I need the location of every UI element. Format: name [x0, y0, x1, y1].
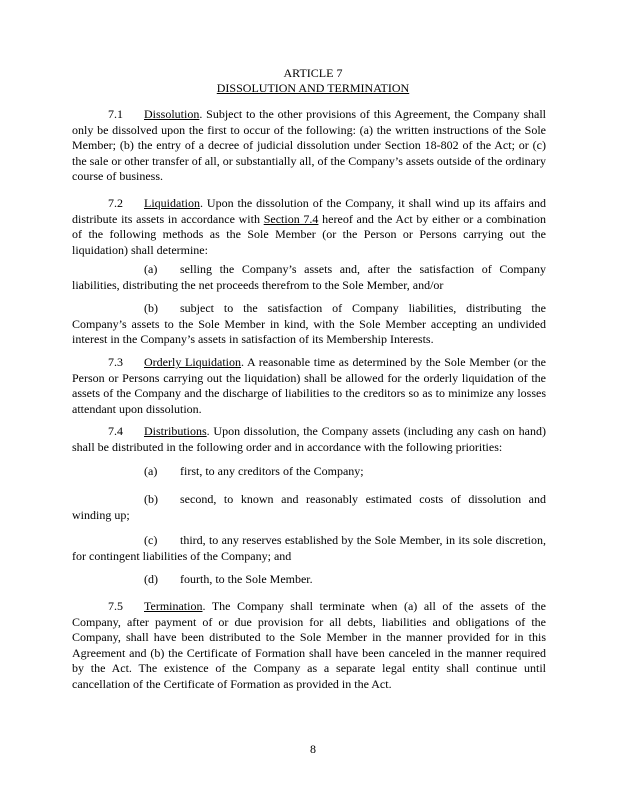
subsection-7-2-b [72, 301, 546, 348]
section-heading: Dissolution [144, 107, 200, 121]
subsection-text: third, to any reserves established by the Sole Member, in its sole discretion, for contingent liabilities of the Company; and [72, 533, 546, 563]
subsection-label: (b) [144, 492, 158, 506]
section-number: 7.2 [108, 196, 123, 210]
subsection-text: second, to known and reasonably estimated costs of dissolution and winding up; [72, 492, 546, 522]
subsection-7-4-b [72, 492, 546, 523]
section-heading: Termination [144, 599, 203, 613]
page-number: 8 [310, 742, 316, 756]
article-label: ARTICLE 7 [283, 66, 343, 80]
section-text: . A reasonable time as determined by the Sole Member (or the Person or Persons carrying out the liquidation) shall be allowed for the orderly liquidation of the assets of the Company and the discharge of liabilities to the creditors so as to minimize any losses attendant upon dissolution. [72, 355, 546, 416]
section-7-4 [72, 424, 546, 455]
subsection-7-4-a [72, 464, 546, 480]
subsection-text: selling the Company’s assets and, after the satisfaction of Company liabilities, distributing the net proceeds therefrom to the Sole Member, and/or [72, 262, 546, 292]
section-text: . Upon dissolution, the Company assets (including any cash on hand) shall be distributed in the following order and in accordance with the following priorities: [72, 424, 546, 454]
section-7-5 [72, 599, 546, 693]
section-number: 7.4 [108, 424, 123, 438]
subsection-7-4-c [72, 533, 546, 564]
subsection-text: first, to any creditors of the Company; [180, 464, 364, 478]
section-text: . The Company shall terminate when (a) all of the assets of the Company, after payment of or due provision for all debts, liabilities and obligations of the Company, shall have been distributed to the Sole Member in the manner provided for in this Agreement and (b) the Certificate of Formation shall have been canceled in the manner required by the Act. The existence of the Company as a separate legal entity shall continue until cancellation of the Certificate of Formation as provided in the Act. [72, 599, 546, 691]
section-number: 7.1 [108, 107, 123, 121]
subsection-label: (a) [144, 262, 158, 276]
subsection-7-2-a [72, 262, 546, 293]
article-title: DISSOLUTION AND TERMINATION [216, 81, 410, 95]
section-text-part-1: . Upon the dissolution of the Company, it shall wind up its affairs and distribute its assets in accordance with [72, 196, 546, 226]
section-heading: Liquidation [144, 196, 200, 210]
subsection-text: fourth, to the Sole Member. [180, 572, 313, 586]
section-number: 7.5 [108, 599, 123, 613]
section-cross-reference: Section 7.4 [263, 211, 319, 226]
subsection-label: (a) [144, 464, 158, 478]
section-heading: Orderly Liquidation [144, 355, 242, 369]
subsection-text: subject to the satisfaction of Company liabilities, distributing the Company’s assets to the Sole Member in kind, with the Sole Member accepting an undivided interest in the Company’s assets in satisfaction of its Membership Interests. [72, 301, 546, 347]
section-7-1 [72, 107, 546, 185]
subsection-7-4-d [72, 572, 546, 588]
subsection-label: (c) [144, 533, 158, 547]
section-number: 7.3 [108, 355, 123, 369]
section-heading: Distributions [144, 424, 207, 438]
subsection-label: (d) [144, 572, 158, 586]
section-text-part-2: hereof and the Act by either or a combination of the following methods as the Sole Member (or the Person or Persons carrying out the liquidation) shall determine: [72, 211, 546, 257]
section-7-3 [72, 355, 546, 417]
section-7-2 [72, 196, 546, 258]
section-text: . Subject to the other provisions of this Agreement, the Company shall only be dissolved upon the first to occur of the following: (a) the written instructions of the Sole Member; (b) the entry of a decree of judicial dissolution under Section 18-802 of the Act; or (c) the sale or other transfer of all, or substantially all, of the Company’s assets outside of the ordinary course of business. [72, 107, 546, 184]
subsection-label: (b) [144, 301, 158, 315]
